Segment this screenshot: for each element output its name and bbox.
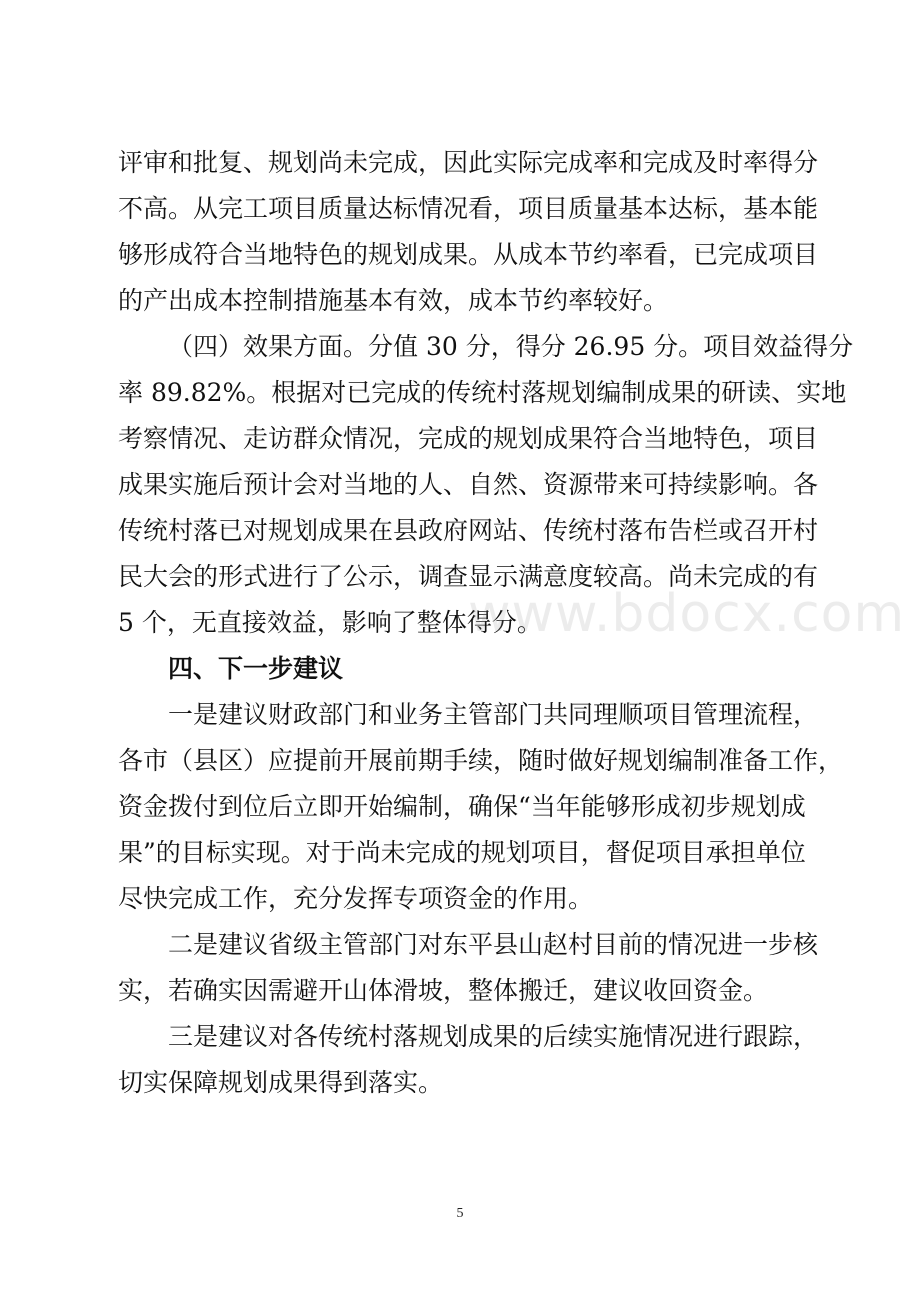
text-line: 切实保障规划成果得到落实。 <box>118 1068 444 1097</box>
text-line: 资金拨付到位后立即开始编制，确保“当年能够形成初步规划成 <box>118 792 806 821</box>
watermark: www.bdocx.com <box>468 584 906 644</box>
page-number: 5 <box>456 1206 464 1221</box>
text-line: 三是建议对各传统村落规划成果的后续实施情况进行跟踪， <box>168 1022 819 1051</box>
text-line: 够形成符合当地特色的规划成果。从成本节约率看，已完成项目 <box>118 240 819 269</box>
text-line: 率 89.82%。根据对已完成的传统村落规划编制成果的研读、实地 <box>118 378 847 407</box>
text-line: 各市（县区）应提前开展前期手续，随时做好规划编制准备工作， <box>118 746 844 775</box>
text-line: 果”的目标实现。对于尚未完成的规划项目，督促项目承担单位 <box>118 838 806 867</box>
text-line: 一是建议财政部门和业务主管部门共同理顺项目管理流程， <box>168 700 819 729</box>
text-line: 不高。从完工项目质量达标情况看，项目质量基本达标，基本能 <box>118 194 819 223</box>
section-heading: 四、下一步建议 <box>168 654 344 683</box>
text-line: 的产出成本控制措施基本有效，成本节约率较好。 <box>118 286 669 315</box>
text-line: 民大会的形式进行了公示，调查显示满意度较高。尚未完成的有 <box>118 562 819 591</box>
paragraph-continuation <box>118 140 819 324</box>
text-line: 尽快完成工作，充分发挥专项资金的作用。 <box>118 884 594 913</box>
suggestion-paragraph-3 <box>118 1014 819 1106</box>
text-line: 二是建议省级主管部门对东平县山赵村目前的情况进一步核 <box>168 930 819 959</box>
document-body <box>118 140 854 1106</box>
text-line: 5 个，无直接效益，影响了整体得分。 <box>118 608 542 637</box>
paragraph-effects <box>118 324 854 646</box>
text-line: 评审和批复、规划尚未完成，因此实际完成率和完成及时率得分 <box>118 148 819 177</box>
text-line: 成果实施后预计会对当地的人、自然、资源带来可持续影响。各 <box>118 470 819 499</box>
text-line: 考察情况、走访群众情况，完成的规划成果符合当地特色，项目 <box>118 424 819 453</box>
text-line: 传统村落已对规划成果在县政府网站、传统村落布告栏或召开村 <box>118 516 819 545</box>
text-line: （四）效果方面。分值 30 分，得分 26.95 分。项目效益得分 <box>168 332 854 361</box>
suggestion-paragraph-1 <box>118 692 844 922</box>
suggestion-paragraph-2 <box>118 922 819 1014</box>
text-line: 实，若确实因需避开山体滑坡，整体搬迁，建议收回资金。 <box>118 976 769 1005</box>
